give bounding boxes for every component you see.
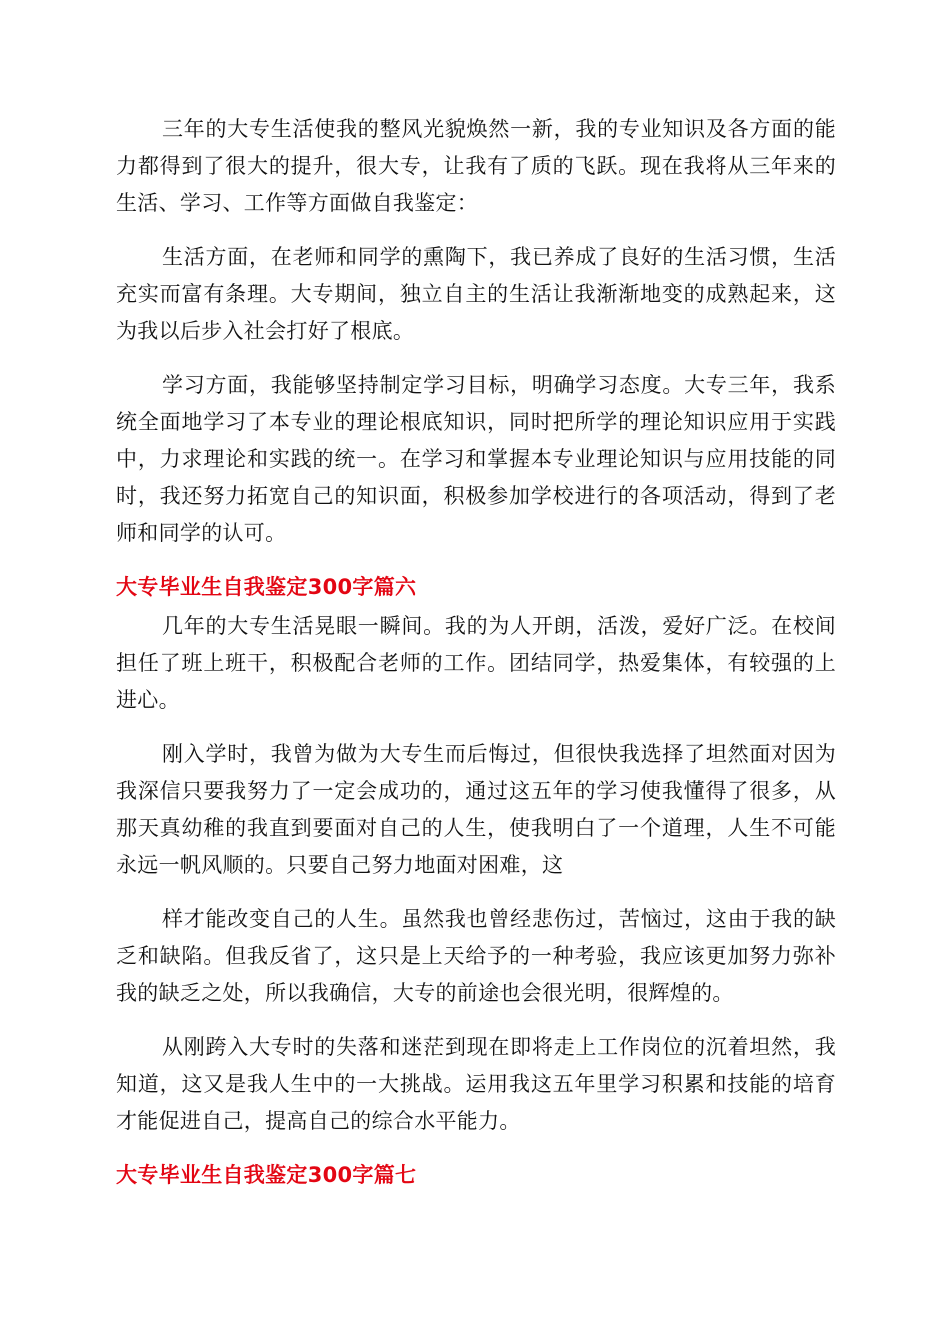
section-heading-7: 大专毕业生自我鉴定300字篇七 [116,1163,417,1187]
document-body [116,111,836,1196]
paragraph-reflection: 样才能改变自己的人生。虽然我也曾经悲伤过，苦恼过，这由于我的缺乏和缺陷。但我反省了，这只是上天给予的一种考验，我应该更加努力弥补我的缺乏之处，所以我确信，大专的前途也会很光明，很辉煌的。 [116,907,836,1005]
paragraph-personality: 几年的大专生活晃眼一瞬间。我的为人开朗，活泼，爱好广泛。在校间担任了班上班干，积极配合老师的工作。团结同学，热爱集体，有较强的上进心。 [116,614,836,712]
paragraph-future: 从刚跨入大专时的失落和迷茫到现在即将走上工作岗位的沉着坦然，我知道，这又是我人生中的一大挑战。运用我这五年里学习积累和技能的培育才能促进自己，提高自己的综合水平能力。 [116,1035,836,1133]
paragraph-intro: 三年的大专生活使我的整风光貌焕然一新，我的专业知识及各方面的能力都得到了很大的提升，很大专，让我有了质的飞跃。现在我将从三年来的生活、学习、工作等方面做自我鉴定： [116,117,836,215]
paragraph-enrollment: 刚入学时，我曾为做为大专生而后悔过，但很快我选择了坦然面对因为我深信只要我努力了一定会成功的，通过这五年的学习使我懂得了很多，从那天真幼稚的我直到要面对自己的人生，使我明白了一个道理，人生不可能永远一帆风顺的。只要自己努力地面对困难，这 [116,742,836,877]
section-heading-6: 大专毕业生自我鉴定300字篇六 [116,575,417,599]
paragraph-life: 生活方面，在老师和同学的熏陶下，我已养成了良好的生活习惯，生活充实而富有条理。大专期间，独立自主的生活让我渐渐地变的成熟起来，这为我以后步入社会打好了根底。 [116,245,836,343]
paragraph-study: 学习方面，我能够坚持制定学习目标，明确学习态度。大专三年，我系统全面地学习了本专业的理论根底知识，同时把所学的理论知识应用于实践中，力求理论和实践的统一。在学习和掌握本专业理论知识与应用技能的同时，我还努力拓宽自己的知识面，积极参加学校进行的各项活动，得到了老师和同学的认可。 [116,373,836,545]
